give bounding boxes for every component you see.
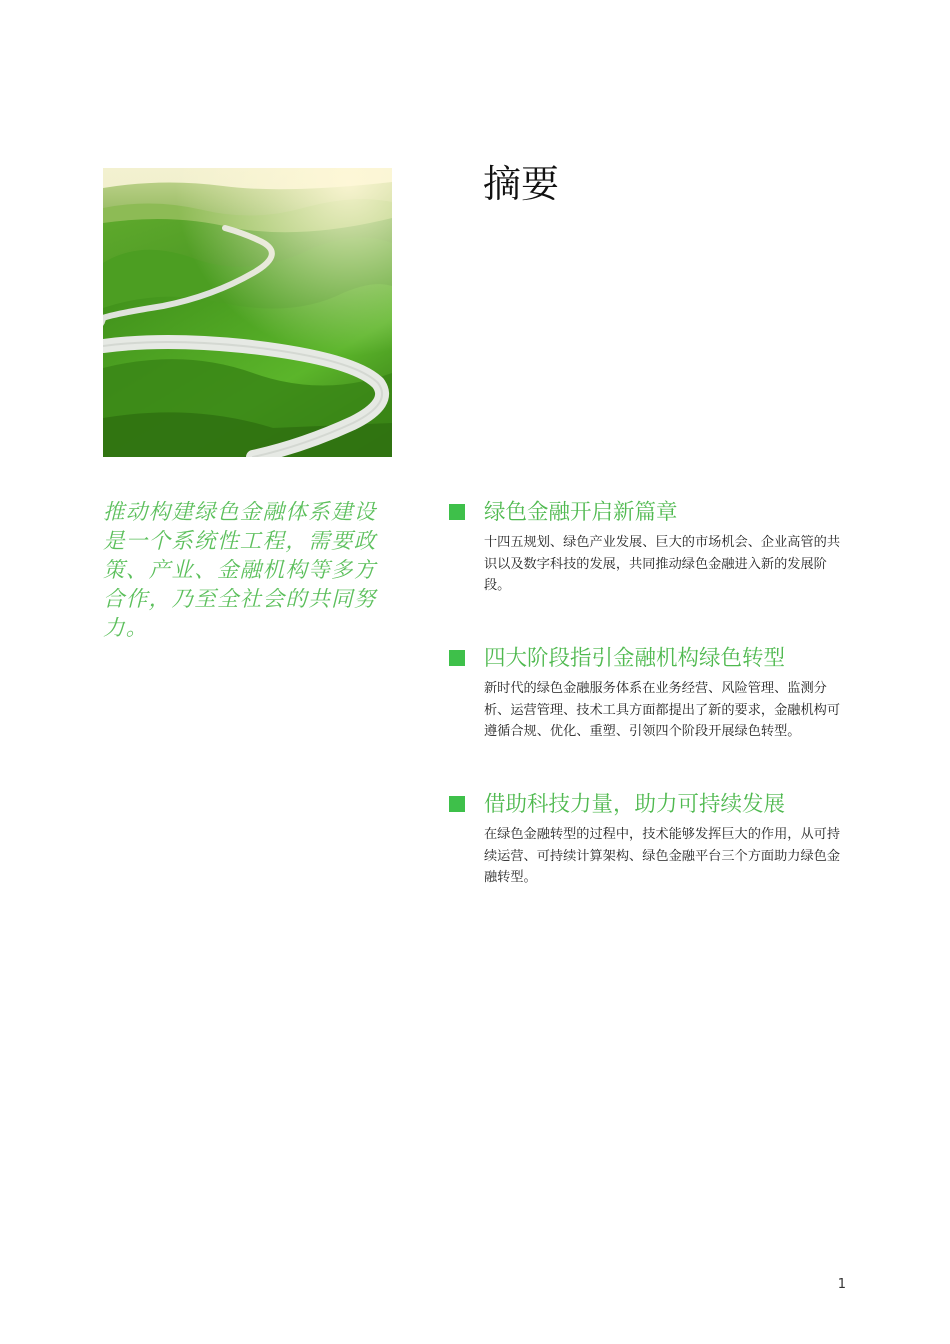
square-bullet-icon bbox=[449, 650, 465, 666]
section-body: 在绿色金融转型的过程中，技术能够发挥巨大的作用，从可持续运营、可持续计算架构、绿色金融平台三个方面助力绿色金融转型。 bbox=[484, 827, 841, 885]
landscape-photo-icon bbox=[103, 168, 392, 457]
square-bullet-icon bbox=[449, 504, 465, 520]
section-heading: 借助科技力量，助力可持续发展 bbox=[484, 792, 786, 817]
page-number: 1 bbox=[837, 1277, 846, 1292]
section-body: 十四五规划、绿色产业发展、巨大的市场机会、企业高管的共识以及数字科技的发展，共同推动绿色金融进入新的发展阶段。 bbox=[484, 535, 841, 593]
page-title: 摘要 bbox=[483, 162, 560, 206]
square-bullet-icon bbox=[449, 796, 465, 812]
section-heading: 绿色金融开启新篇章 bbox=[484, 500, 678, 525]
section-heading: 四大阶段指引金融机构绿色转型 bbox=[484, 646, 786, 671]
pull-quote: 推动构建绿色金融体系建设是一个系统性工程，需要政策、产业、金融机构等多方合作，乃至全社会的共同努力。 bbox=[103, 500, 377, 641]
hero-landscape-image bbox=[103, 168, 392, 457]
section-body: 新时代的绿色金融服务体系在业务经营、风险管理、监测分析、运营管理、技术工具方面都提出了新的要求，金融机构可遵循合规、优化、重塑、引领四个阶段开展绿色转型。 bbox=[484, 681, 841, 739]
